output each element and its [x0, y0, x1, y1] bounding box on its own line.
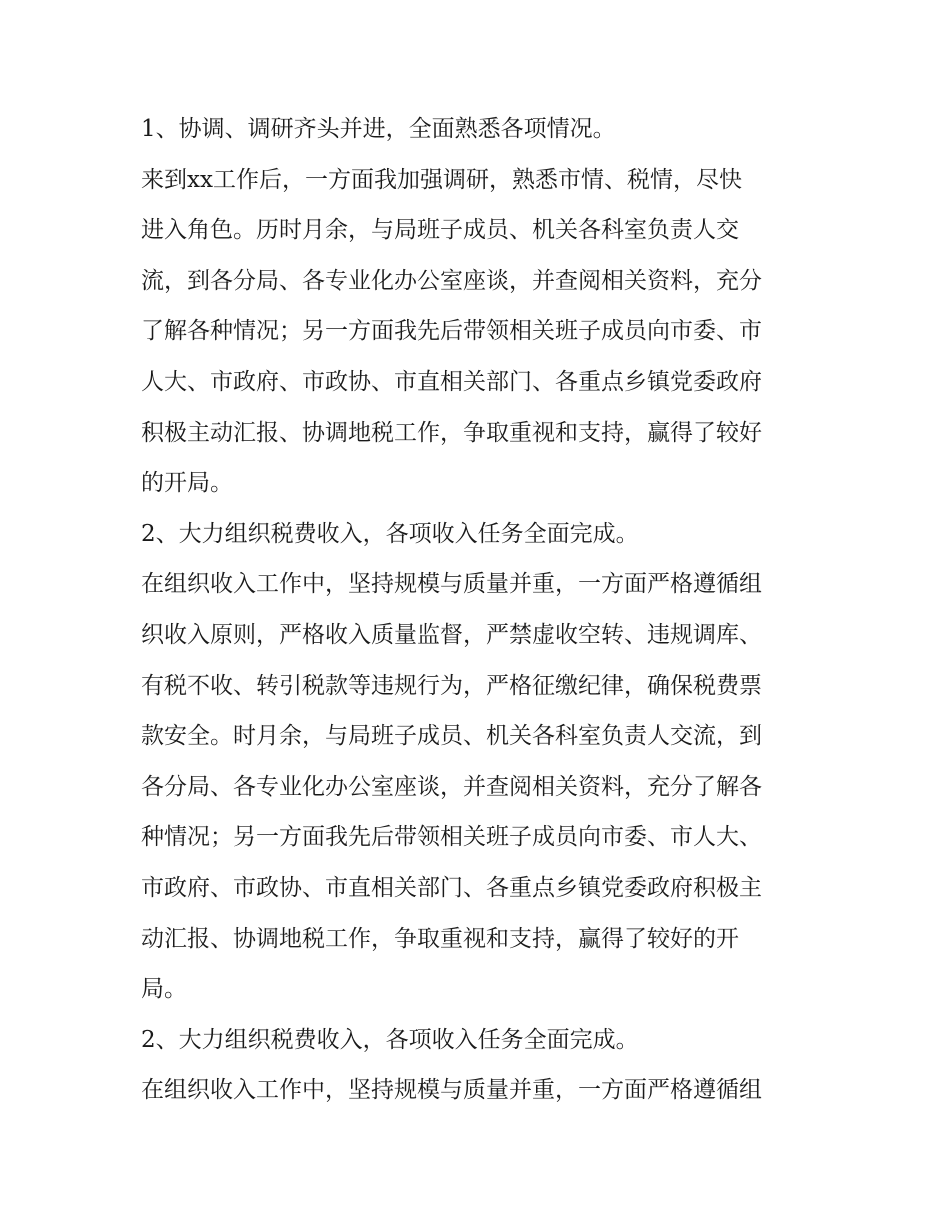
paragraph-line: 动汇报、协调地税工作，争取重视和支持，赢得了较好的开	[141, 925, 739, 952]
paragraph-line: 市政府、市政协、市直相关部门、各重点乡镇党委政府积极主	[141, 874, 762, 901]
paragraph-line: 流，到各分局、各专业化办公室座谈，并查阅相关资料，充分	[141, 267, 762, 294]
paragraph-line: 织收入原则，严格收入质量监督，严禁虚收空转、违规调库、	[141, 621, 762, 648]
heading-tax-revenue-repeat: 2、大力组织税费收入，各项收入任务全面完成。	[141, 1026, 639, 1053]
paragraph-line: 种情况；另一方面我先后带领相关班子成员向市委、市人大、	[141, 824, 762, 851]
paragraph-line: 各分局、各专业化办公室座谈，并查阅相关资料，充分了解各	[141, 773, 762, 800]
heading-tax-revenue: 2、大力组织税费收入，各项收入任务全面完成。	[141, 520, 639, 547]
paragraph-line: 进入角色。历时月余，与局班子成员、机关各科室负责人交	[141, 217, 739, 244]
heading-coordination-research: 1、协调、调研齐头并进，全面熟悉各项情况。	[141, 116, 616, 142]
paragraph-line: 了解各种情况；另一方面我先后带领相关班子成员向市委、市	[141, 318, 762, 345]
paragraph-line: 来到xx工作后，一方面我加强调研，熟悉市情、税情，尽快	[141, 166, 742, 193]
paragraph-line: 积极主动汇报、协调地税工作，争取重视和支持，赢得了较好	[141, 419, 762, 446]
paragraph-line: 在组织收入工作中，坚持规模与质量并重，一方面严格遵循组	[141, 571, 762, 598]
document-body	[141, 104, 813, 1116]
paragraph-line: 在组织收入工作中，坚持规模与质量并重，一方面严格遵循组	[141, 1077, 762, 1104]
paragraph-line: 款安全。时月余，与局班子成员、机关各科室负责人交流，到	[141, 723, 762, 750]
paragraph-line: 人大、市政府、市政协、市直相关部门、各重点乡镇党委政府	[141, 368, 762, 395]
paragraph-line: 的开局。	[141, 470, 233, 497]
paragraph-line: 局。	[141, 976, 187, 1003]
paragraph-line: 有税不收、转引税款等违规行为，严格征缴纪律，确保税费票	[141, 672, 762, 699]
